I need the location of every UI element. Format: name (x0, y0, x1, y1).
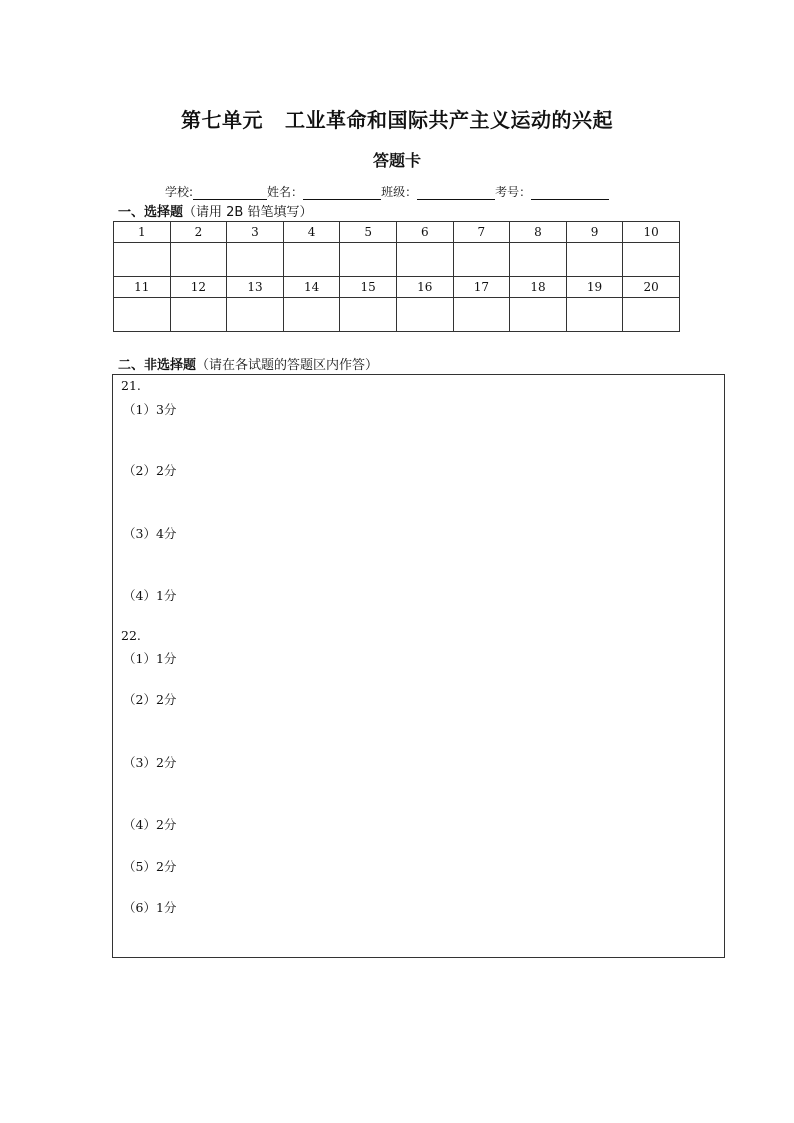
exam-no-field[interactable] (531, 186, 609, 200)
question-number: 9 (566, 222, 623, 243)
question-number: 15 (340, 277, 397, 298)
section-choice-note: （请用 2B 铅笔填写） (183, 205, 313, 220)
answer-cell[interactable] (623, 298, 680, 332)
unit-label: 第七单元 (181, 108, 263, 132)
section-open-title: 二、非选择题 (118, 358, 197, 373)
question-22-part-1: （1）1分 (123, 651, 177, 666)
question-22-part-6: （6）1分 (123, 900, 177, 915)
section-choice-heading (118, 201, 312, 220)
question-number: 11 (114, 277, 171, 298)
answer-cell[interactable] (340, 298, 397, 332)
number-row-1 (114, 222, 680, 243)
choice-answer-grid (113, 221, 680, 332)
answer-cell[interactable] (340, 243, 397, 277)
class-field[interactable] (417, 186, 495, 200)
school-field[interactable] (193, 186, 267, 200)
name-field[interactable] (303, 186, 381, 200)
section-open-note: （请在各试题的答题区内作答） (196, 358, 379, 373)
question-22-part-4: （4）2分 (123, 817, 177, 832)
question-number: 6 (396, 222, 453, 243)
question-21-part-1: （1）3分 (123, 402, 177, 417)
question-number: 2 (170, 222, 227, 243)
question-number: 1 (114, 222, 171, 243)
answer-cell[interactable] (453, 243, 510, 277)
answer-cell[interactable] (510, 243, 567, 277)
school-label: 学校: (165, 185, 194, 199)
answer-row-1 (114, 243, 680, 277)
answer-cell[interactable] (566, 298, 623, 332)
question-number: 3 (227, 222, 284, 243)
question-number: 4 (283, 222, 340, 243)
question-number: 20 (623, 277, 680, 298)
question-number: 10 (623, 222, 680, 243)
name-label: 姓名： (267, 185, 304, 199)
question-21-part-4: （4）1分 (123, 588, 177, 603)
answer-cell[interactable] (227, 243, 284, 277)
question-number: 12 (170, 277, 227, 298)
question-21-part-3: （3）4分 (123, 526, 177, 541)
answer-cell[interactable] (566, 243, 623, 277)
section-choice-title: 一、选择题 (118, 205, 184, 220)
question-number: 16 (396, 277, 453, 298)
question-number: 13 (227, 277, 284, 298)
answer-row-2 (114, 298, 680, 332)
answer-cell[interactable] (396, 243, 453, 277)
answer-cell[interactable] (396, 298, 453, 332)
answer-sheet-subtitle: 答题卡 (372, 151, 421, 170)
answer-cell[interactable] (623, 243, 680, 277)
answer-cell[interactable] (227, 298, 284, 332)
question-number: 18 (510, 277, 567, 298)
open-answer-area[interactable] (112, 374, 725, 958)
number-row-2 (114, 277, 680, 298)
answer-cell[interactable] (114, 243, 171, 277)
question-22-part-2: （2）2分 (123, 692, 177, 707)
answer-cell[interactable] (170, 243, 227, 277)
question-number: 19 (566, 277, 623, 298)
question-22-label: 22. (121, 628, 141, 643)
page-title (0, 104, 794, 133)
student-info-row (165, 182, 609, 200)
answer-cell[interactable] (114, 298, 171, 332)
question-number: 17 (453, 277, 510, 298)
answer-cell[interactable] (283, 243, 340, 277)
section-open-heading (118, 354, 378, 373)
unit-topic: 工业革命和国际共产主义运动的兴起 (285, 108, 613, 132)
question-number: 7 (453, 222, 510, 243)
exam-no-label: 考号： (495, 185, 532, 199)
answer-cell[interactable] (510, 298, 567, 332)
answer-cell[interactable] (283, 298, 340, 332)
question-number: 8 (510, 222, 567, 243)
class-label: 班级： (381, 185, 418, 199)
question-22-part-5: （5）2分 (123, 859, 177, 874)
question-22-part-3: （3）2分 (123, 755, 177, 770)
question-number: 5 (340, 222, 397, 243)
answer-cell[interactable] (453, 298, 510, 332)
question-21-label: 21. (121, 378, 141, 393)
question-21-part-2: （2）2分 (123, 463, 177, 478)
question-number: 14 (283, 277, 340, 298)
answer-cell[interactable] (170, 298, 227, 332)
